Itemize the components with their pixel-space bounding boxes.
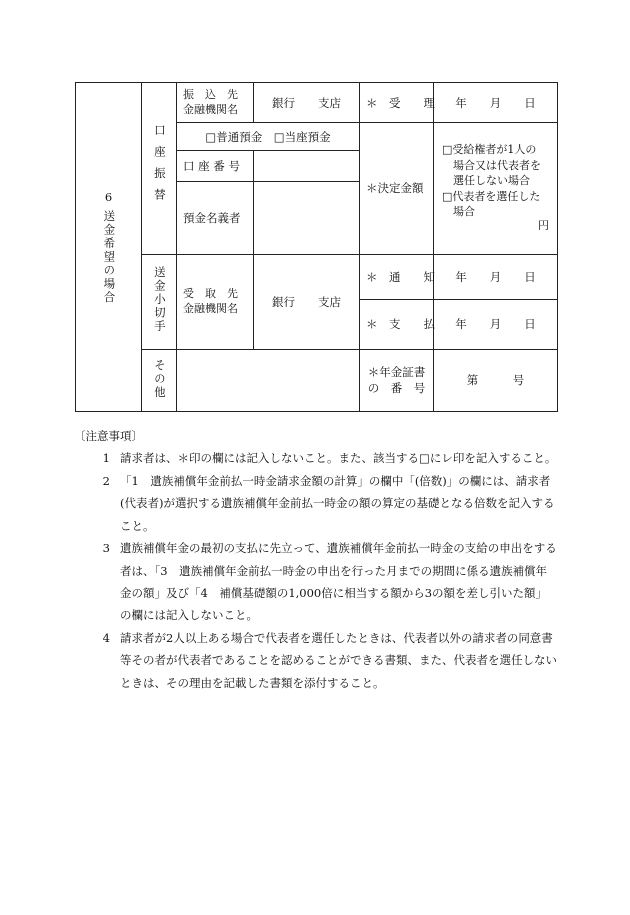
bank-name-field[interactable]: 銀行 支店 xyxy=(254,83,360,123)
tsuchi-label: ＊ 通 知 xyxy=(360,254,434,299)
note-item xyxy=(78,470,558,537)
note-number: 4 xyxy=(102,630,110,645)
sonota-label: その他 xyxy=(152,358,167,400)
notes-section xyxy=(74,425,558,694)
note-item xyxy=(78,447,558,469)
cert-label: ＊年金証書 の 番 号 xyxy=(360,349,434,411)
note-item xyxy=(78,537,558,627)
account-holder-field[interactable] xyxy=(254,182,360,254)
kogitte-cell xyxy=(142,254,177,349)
note-text: 遺族補償年金の最初の支払に先立って、遺族補償年金前払一時金の支給の申出をする者は、「3 遺族補償年金前払一時金の申出を行った月までの期間に係る遺族補償年金の額」及び「4 補償基礎額の1,000倍に相当する額から3の額を差し引いた額」の欄には記入しないこと。 xyxy=(120,541,557,623)
note-item xyxy=(78,627,558,694)
account-holder-label: 預金名義者 xyxy=(177,182,254,254)
cert-value: 第 号 xyxy=(434,349,558,411)
juri-label: ＊ 受 理 xyxy=(360,83,434,123)
bank-name-label: 振 込 先 金融機関名 xyxy=(177,83,254,123)
account-number-label: 口 座 番 号 xyxy=(177,151,254,182)
note-number: 1 xyxy=(102,451,110,466)
shiharai-label: ＊ 支 払 xyxy=(360,299,434,349)
koza-furikae-label: 口座振替 xyxy=(152,123,167,210)
account-number-field[interactable] xyxy=(254,151,360,182)
kettei-options[interactable]: □受給権者が1人の 場合又は代表者を 選任しない場合 □代表者を選任した 場合 xyxy=(442,143,541,218)
kettei-cell xyxy=(434,123,558,254)
sonota-field[interactable] xyxy=(177,349,360,411)
kogitte-label: 送金小切手 xyxy=(152,266,167,334)
section-6-cell xyxy=(76,83,142,412)
note-text: 請求者は、＊印の欄には記入しないこと。また、該当する□にレ印を記入すること。 xyxy=(120,451,557,466)
section-label: 送金希望の場合 xyxy=(102,209,117,305)
kettei-label: ＊決定金額 xyxy=(360,123,434,254)
note-text: 「1 遺族補償年金前払一時金請求金額の計算」の欄中「(倍数)」の欄には、請求者(代表者)が選択する遺族補償年金前払一時金の額の算定の基礎となる倍数を記入すること。 xyxy=(120,473,555,533)
notes-heading: 〔注意事項〕 xyxy=(74,429,143,443)
note-text: 請求者が2人以上ある場合で代表者を選任したときは、代表者以外の請求者の同意書等その者が代表者であることを認めることができる書類、また、代表者を選任しないときは、その理由を記載した書類を添付すること。 xyxy=(120,630,557,690)
note-number: 2 xyxy=(102,473,110,488)
tsuchi-date: 年 月 日 xyxy=(434,254,558,299)
shiharai-date: 年 月 日 xyxy=(434,299,558,349)
koza-furikae-cell xyxy=(142,83,177,255)
sonota-cell xyxy=(142,349,177,411)
juri-date: 年 月 日 xyxy=(434,83,558,123)
deposit-type-checkboxes[interactable]: □普通預金 □当座預金 xyxy=(177,123,360,151)
section-number: 6 xyxy=(104,189,113,204)
remittance-table xyxy=(75,82,558,412)
recv-bank-label: 受 取 先 金融機関名 xyxy=(177,254,254,349)
recv-bank-field[interactable]: 銀行 支店 xyxy=(254,254,360,349)
note-number: 3 xyxy=(102,541,110,556)
kettei-unit: 円 xyxy=(538,219,549,233)
